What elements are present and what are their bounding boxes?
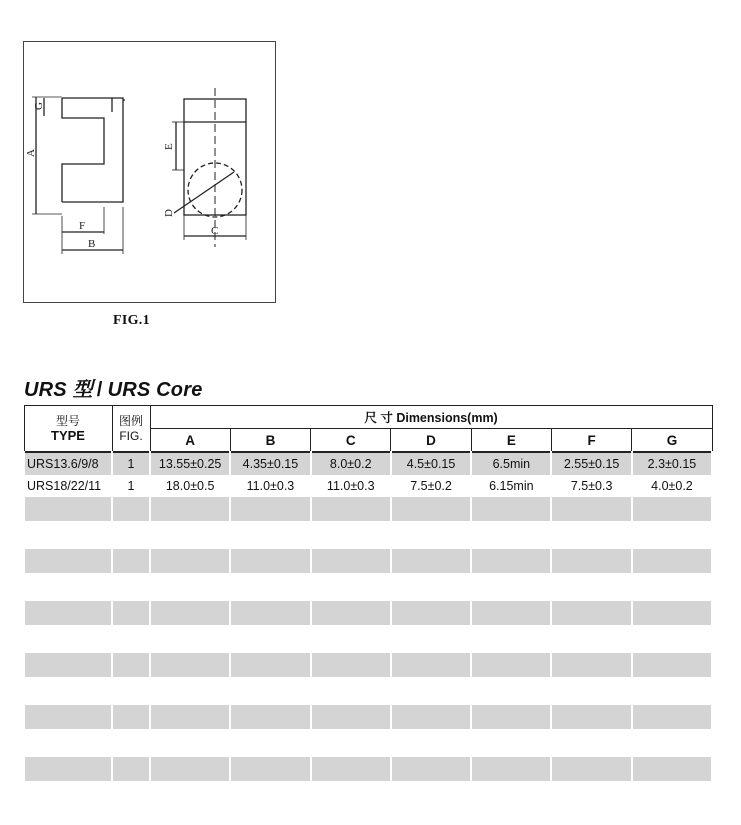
header-col-b: B xyxy=(230,429,310,453)
table-row xyxy=(24,475,712,497)
table-row xyxy=(24,452,712,475)
header-col-a: A xyxy=(150,429,230,453)
empty-row xyxy=(24,497,712,521)
dim-label-g: G xyxy=(33,102,45,110)
title-cn-part: URS 型 xyxy=(24,379,93,401)
empty-row xyxy=(24,573,712,601)
cell-d: 7.5±0.2 xyxy=(391,475,471,497)
title-en-part: URS Core xyxy=(107,379,203,401)
dim-label-f: F xyxy=(79,220,86,232)
empty-row xyxy=(24,625,712,653)
cell-f: 2.55±0.15 xyxy=(551,452,631,475)
header-col-f: F xyxy=(551,429,631,453)
empty-row xyxy=(24,705,712,729)
empty-row xyxy=(24,521,712,549)
section-title xyxy=(24,373,203,402)
cell-a: 18.0±0.5 xyxy=(150,475,230,497)
empty-row xyxy=(24,549,712,573)
title-separator: / xyxy=(96,379,103,401)
cell-b: 4.35±0.15 xyxy=(230,452,310,475)
header-type-en: TYPE xyxy=(51,427,85,443)
header-type-cn: 型号 xyxy=(55,413,80,428)
empty-row xyxy=(24,757,712,781)
cell-f: 7.5±0.3 xyxy=(551,475,631,497)
dim-label-e: E xyxy=(163,143,175,150)
cell-b: 11.0±0.3 xyxy=(230,475,310,497)
dim-label-b: B xyxy=(88,238,96,250)
urs-core-diagram xyxy=(24,42,277,304)
cell-d: 4.5±0.15 xyxy=(391,452,471,475)
cell-fig: 1 xyxy=(112,452,150,475)
header-fig-en: FIG. xyxy=(119,428,143,443)
cell-g: 4.0±0.2 xyxy=(632,475,712,497)
header-col-g: G xyxy=(632,429,712,453)
header-col-e: E xyxy=(471,429,551,453)
cell-g: 2.3±0.15 xyxy=(632,452,712,475)
cell-fig: 1 xyxy=(112,475,150,497)
cell-e: 6.15min xyxy=(471,475,551,497)
dim-label-a: A xyxy=(25,149,37,157)
dimensions-table xyxy=(23,405,713,781)
header-col-c: C xyxy=(311,429,391,453)
header-fig xyxy=(112,406,150,453)
header-fig-cn: 图例 xyxy=(118,413,143,428)
cell-type: URS13.6/9/8 xyxy=(24,452,112,475)
empty-row xyxy=(24,653,712,677)
header-type xyxy=(24,406,112,453)
empty-row xyxy=(24,729,712,757)
header-col-d: D xyxy=(391,429,471,453)
cell-e: 6.5min xyxy=(471,452,551,475)
dim-label-c: C xyxy=(211,225,219,237)
figure-1-drawing xyxy=(23,41,276,303)
header-dimensions: 尺 寸 Dimensions(mm) xyxy=(150,406,712,429)
dim-label-d: D xyxy=(163,209,175,217)
empty-row xyxy=(24,601,712,625)
cell-a: 13.55±0.25 xyxy=(150,452,230,475)
figure-caption: FIG.1 xyxy=(113,313,150,328)
cell-c: 8.0±0.2 xyxy=(311,452,391,475)
empty-row xyxy=(24,677,712,705)
cell-type: URS18/22/11 xyxy=(24,475,112,497)
cell-c: 11.0±0.3 xyxy=(311,475,391,497)
